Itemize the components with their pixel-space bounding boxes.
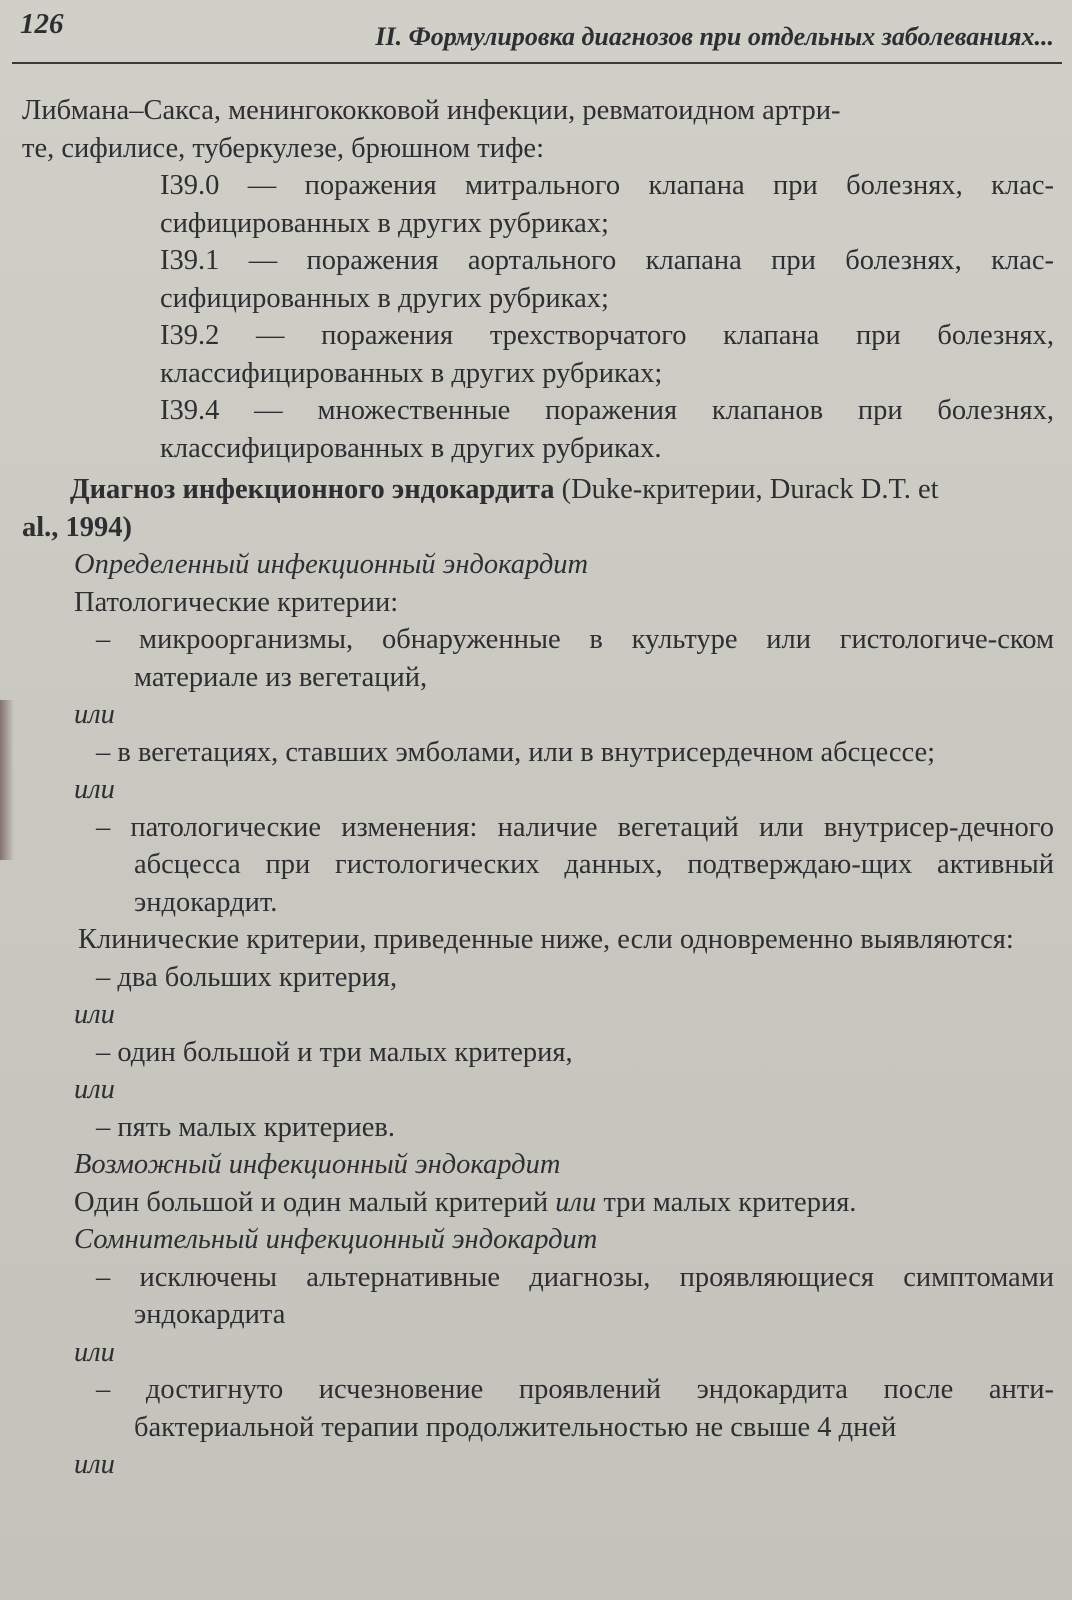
clinical-criteria-item: – два больших критерия, (96, 961, 398, 993)
or-connector: или (74, 774, 115, 805)
icd-code-item: I39.2 — поражения трехстворчатого клапана при болезнях, классифицированных в других рубриках; (160, 320, 1054, 389)
section-heading (22, 471, 1054, 509)
header-rule (12, 62, 1062, 64)
section-title: Диагноз инфекционного эндокардита (70, 474, 555, 505)
or-connector: или (74, 1336, 115, 1368)
or-connector: или (74, 699, 115, 730)
intro-line-1: Либмана–Сакса, менингококковой инфекции, ревматоидном артри- (22, 95, 841, 126)
page-number: 126 (20, 8, 64, 40)
pathological-label: Патологические критерии: (74, 586, 399, 618)
icd-code-item: I39.0 — поражения митрального клапана при болезнях, клас-сифицированных в других рубриках; (160, 170, 1054, 239)
possible-heading: Возможный инфекционный эндокардит (74, 1149, 561, 1180)
doubtful-item: – достигнуто исчезновение проявлений эндокардита после анти-бактериальной терапии продолжительностью не свыше 4 дней (96, 1374, 1054, 1443)
icd-code-list (22, 167, 1054, 467)
icd-code-item: I39.1 — поражения аортального клапана при болезнях, клас-сифицированных в других рубриках; (160, 245, 1054, 314)
clinical-intro: Клинические критерии, приведенные ниже, если одновременно выявляются: (78, 924, 1014, 955)
section-title-cont: al., 1994) (22, 511, 133, 543)
clinical-criteria-item: – один большой и три малых критерия, (96, 1036, 573, 1068)
definite-heading: Определенный инфекционный эндокардит (74, 549, 589, 580)
possible-text (22, 1184, 1054, 1222)
page-edge-shadow (0, 700, 14, 860)
page-body (22, 92, 1054, 1484)
section-title-rest: (Duke-критерии, Durack D.T. et (561, 474, 939, 505)
criteria-item: – микроорганизмы, обнаруженные в культуре или гистологиче-ском материале из вегетаций, (96, 624, 1054, 693)
or-connector: или (74, 1074, 115, 1105)
page-header (20, 8, 1060, 54)
clinical-criteria-item: – пять малых критериев. (96, 1111, 395, 1143)
criteria-item: – в вегетациях, ставших эмболами, или в внутрисердечном абсцессе; (96, 736, 936, 768)
possible-text-b: три малых критерия. (603, 1186, 857, 1218)
intro-line-2: те, сифилисе, туберкулезе, брюшном тифе: (22, 132, 544, 164)
or-connector: или (74, 1449, 115, 1480)
doubtful-heading: Сомнительный инфекционный эндокардит (74, 1224, 598, 1255)
possible-text-a: Один большой и один малый критерий (74, 1186, 549, 1218)
or-connector: или (555, 1186, 597, 1218)
or-connector: или (74, 999, 115, 1030)
icd-code-item: I39.4 — множественные поражения клапанов при болезнях, классифицированных в других рубриках. (160, 395, 1054, 464)
doubtful-item: – исключены альтернативные диагнозы, проявляющиеся симптомами эндокардита (96, 1261, 1054, 1330)
criteria-item: – патологические изменения: наличие вегетаций или внутрисер-дечного абсцесса при гистологических данных, подтверждаю-щих активный эндокардит. (96, 811, 1054, 918)
running-title: II. Формулировка диагнозов при отдельных заболеваниях... (375, 22, 1054, 51)
